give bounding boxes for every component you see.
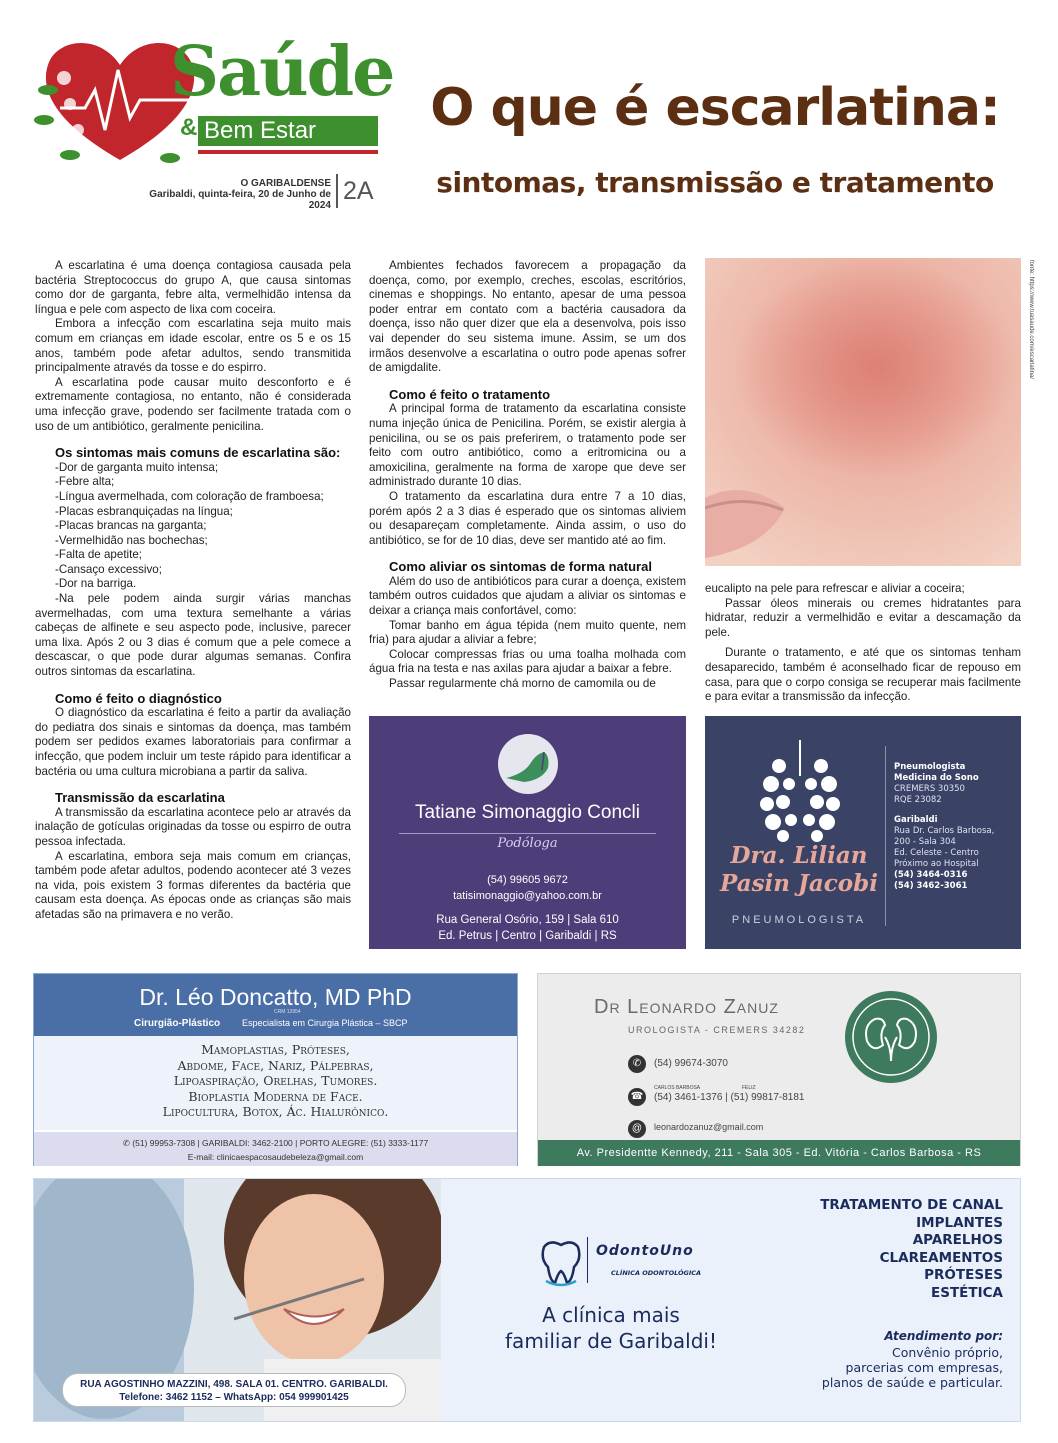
- lilian-name-line-1: Dra. Lilian: [730, 842, 868, 869]
- section-heading-transmission: Transmissão da escarlatina: [55, 790, 225, 806]
- odonto-phone: Telefone: 3462 1152 – WhatsApp: 054 999901425: [119, 1392, 349, 1403]
- article-paragraph: Além do uso de antibióticos para curar a doença, existem também outros cuidados que ajudam a aliviar os sintomas e deixar a criança mais confortável, como:: [369, 574, 686, 618]
- photo-credit: fonte: https://www.tuasaude.com/escarlatina/: [1028, 260, 1034, 380]
- article-paragraph: -Na pele podem ainda surgir várias manchas avermelhadas, com uma textura semelhante a várias cabeças de alfinete e seu aspecto pode, inclusive, parecer uma lixa. Após 2 ou 3 dias é comum que a pele comece a descascar, o que pode durar algumas semanas. Confira outros sintomas da escarlatina.: [35, 592, 351, 679]
- article-paragraph: Ambientes fechados favorecem a propagação da doença, como, por exemplo, creches, escolas, escritórios, cinemas e shoppings. No entanto, apesar de uma pessoa poder entrar em contato com a bactéria causadora da doença, isso não quer dizer que ela a desenvolva, pois isso vai depender do seu sistema imune. Assim, se um dos irmãos desenvolve a escarlatina o outro pode apenas sofrer de amigdalite.: [369, 259, 686, 375]
- leo-role: Cirurgião-Plástico: [134, 1018, 221, 1029]
- symptom-item: -Febre alta;: [55, 475, 115, 489]
- leo-contact: [34, 1138, 517, 1149]
- symptom-item: -Vermelhidão nas bochechas;: [55, 533, 208, 547]
- odonto-service-item: APARELHOS: [912, 1232, 1003, 1248]
- article-paragraph: Embora a infecção com escarlatina seja muito mais comum em crianças em idade escolar, entre os 5 e os 15 anos, também pode afetar adultos, sendo transmitida principalmente através da tosse e do espirro.: [35, 317, 351, 375]
- article-paragraph: A transmissão da escarlatina acontece pelo ar através da inalação de gotículas originadas da tosse ou espirro de outra pessoa infectada.: [35, 805, 351, 848]
- lilian-cremers: CREMERS 30350: [894, 784, 965, 794]
- article-paragraph: O tratamento da escarlatina dura entre 7 a 10 dias, porém após 2 a 3 dias é esperado que os sintomas aliviem ou desapareçam completamente. Ainda assim, o uso do antibiótico, se for de 10 dias, deve ser mantido até ao fim.: [369, 489, 686, 547]
- lilian-phone: (54) 3464-0316: [894, 870, 968, 880]
- odonto-attendance-line: Convênio próprio,: [891, 1345, 1003, 1360]
- leo-service-line: Lipocultura, Botox, Ác. Hialurônico.: [162, 1104, 389, 1119]
- ad-tatiane-podologa: [369, 716, 686, 949]
- odonto-attendance-title: Atendimento por:: [884, 1329, 1003, 1343]
- newspaper-date: Garibaldi, quinta-feira, 20 de Junho de 2024: [149, 189, 331, 211]
- article-paragraph: Durante o tratamento, e até que os sintomas tenham desaparecido, também é aconselhado ficar de repouso em casa, para que o corpo consiga se recuperar mais facilmente e para evitar a transmissão da infecção.: [705, 646, 1021, 704]
- article-column-1: [35, 259, 351, 923]
- leo-service-line: Lipoaspiração, Orelhas, Tumores.: [173, 1073, 378, 1088]
- page-title: O que é escarlatina:: [430, 78, 1000, 138]
- odonto-info-panel: [441, 1179, 1021, 1422]
- article-paragraph: Passar óleos minerais ou cremes hidratantes para hidratar, reduzir a vermelhidão e evitar a descamação da pele.: [705, 596, 1021, 639]
- logo-saude-text: Saúde: [170, 32, 394, 112]
- leonardo-phones: (54) 3461-1376 | (51) 99817-8181: [654, 1092, 805, 1103]
- odonto-slogan-line-2: familiar de Garibaldi!: [505, 1329, 717, 1353]
- label-carlos-barbosa: CARLOS BARBOSA: [654, 1085, 701, 1091]
- lilian-specialty: PNEUMOLOGISTA: [731, 914, 867, 926]
- saude-bem-estar-logo: [30, 30, 394, 170]
- article-paragraph: Passar regularmente chá morno de camomila ou de: [389, 677, 656, 691]
- lilian-phone: (54) 3462-3061: [894, 881, 968, 891]
- tatiane-address-line-2: Ed. Petrus | Centro | Garibaldi | RS: [438, 930, 617, 942]
- article-paragraph: O diagnóstico da escarlatina é feito a partir da avaliação do pediatra dos sinais e sintomas da doença, mas também podem ser pedidos exames laboratoriais para confirmar a infecção, que podem incluir um teste rápido para identificar a bactéria ou uma cultura microbiana a partir da saliva.: [35, 706, 351, 778]
- odonto-attendance: [741, 1345, 1003, 1390]
- article-paragraph: eucalipto na pele para refrescar e aliviar a coceira;: [705, 582, 965, 595]
- leonardo-role: UROLOGISTA - CREMERS 34282: [628, 1025, 806, 1035]
- lilian-address-line: 200 - Sala 304: [894, 837, 956, 847]
- ad-dr-leonardo-zanuz: [537, 973, 1021, 1166]
- ad-dra-lilian-pneumologista: [705, 716, 1021, 949]
- leo-phones: (51) 99953-7308 | GARIBALDI: 3462-2100 | PORTO ALEGRE: (51) 3333-1177: [132, 1138, 429, 1148]
- odonto-address-box: [62, 1373, 406, 1407]
- kidney-logo-icon: [845, 991, 937, 1083]
- logo-ampersand: &: [180, 114, 198, 141]
- page-number: 2A: [336, 174, 374, 208]
- symptom-item: -Placas esbranquiçadas na língua;: [55, 504, 233, 518]
- section-heading-diagnosis: Como é feito o diagnóstico: [55, 690, 222, 706]
- odonto-slogan-line-1: A clínica mais: [542, 1303, 680, 1327]
- lilian-info: [894, 762, 1019, 892]
- article-column-3: [705, 582, 1021, 705]
- odonto-service-item: TRATAMENTO DE CANAL: [820, 1197, 1003, 1213]
- odonto-service-item: PRÓTESES: [924, 1267, 1003, 1283]
- article-paragraph: A escarlatina, embora seja mais comum em crianças, também pode afetar adultos, podendo acontecer até 3 vezes na vida, pois existem 3 formas diferentes da bactéria que causam esta doença. As épocas onde as crianças são mais afetadas são na primavera e no verão.: [35, 849, 351, 921]
- label-feliz: FELIZ: [742, 1085, 756, 1091]
- child-face-photo: [705, 258, 1021, 566]
- tatiane-address-line-1: Rua General Osório, 159 | Sala 610: [436, 914, 619, 926]
- lilian-info-title: Pneumologista: [894, 762, 966, 772]
- odonto-service-item: CLAREAMENTOS: [879, 1249, 1003, 1266]
- odonto-address: RUA AGOSTINHO MAZZINI, 498. SALA 01. CENTRO. GARIBALDI.: [80, 1379, 388, 1390]
- lilian-address-line: Ed. Celeste - Centro: [894, 848, 979, 858]
- leonardo-whatsapp: (54) 99674-3070: [654, 1058, 728, 1069]
- odonto-brand-sub: CLÍNICA ODONTOLÓGICA: [611, 1269, 702, 1277]
- article-paragraph: A principal forma de tratamento da escarlatina consiste numa injeção única de Penicilina. Porém, se existir alergia à penicilina, ou se os pais preferirem, o tratamento pode ser feito com outro antibiótico, como a eritromicina ou a amoxicilina, geralmente na forma de xarope que deve ser administrado durante 10 dias.: [369, 402, 686, 489]
- whatsapp-icon: ✆: [122, 1138, 133, 1148]
- phone-icon: ☎: [628, 1088, 646, 1106]
- tatiane-phone: (54) 99605 9672: [487, 874, 568, 886]
- tooth-logo-icon: [536, 1237, 586, 1287]
- odonto-service-item: ESTÉTICA: [931, 1284, 1003, 1301]
- article-column-2: [369, 259, 686, 692]
- page-subtitle: sintomas, transmissão e tratamento: [436, 166, 994, 199]
- newspaper-info: [135, 178, 331, 211]
- article-paragraph: A escarlatina é uma doença contagiosa causada pela bactéria Streptococcus do grupo A, que causa sintomas como dor de garganta, febre alta, vermelhidão intensa da língua e pele com aspecto de lixa com coceira.: [35, 259, 351, 316]
- odonto-attendance-line: planos de saúde e particular.: [821, 1375, 1003, 1390]
- logo-bem-estar-text: Bem Estar: [198, 116, 378, 146]
- odonto-attendance-line: parcerias com empresas,: [845, 1360, 1003, 1375]
- symptom-item: -Dor de garganta muito intensa;: [55, 460, 219, 474]
- section-heading-treatment: Como é feito o tratamento: [389, 386, 551, 402]
- divider: [399, 833, 656, 834]
- symptom-item: -Falta de apetite;: [55, 548, 143, 562]
- whatsapp-icon: ✆: [628, 1055, 646, 1073]
- leo-service-line: Mamoplastias, Próteses,: [201, 1042, 350, 1057]
- tatiane-name: Tatiane Simonaggio Concli: [415, 802, 640, 823]
- leo-name: Dr. Léo Doncatto, MD PhD: [139, 984, 412, 1010]
- odonto-service-item: IMPLANTES: [916, 1214, 1003, 1231]
- lilian-address-line: Próximo ao Hospital: [894, 859, 979, 869]
- symptom-item: -Dor na barriga.: [55, 577, 137, 591]
- leo-header: [34, 974, 517, 1036]
- lilian-info-subtitle: Medicina do Sono: [894, 773, 979, 783]
- odonto-brand: OdontoUno: [596, 1243, 694, 1259]
- leo-email: E-mail: clinicaespacosaudebeleza@gmail.com: [187, 1152, 364, 1162]
- lilian-rqe: RQE 23082: [894, 795, 942, 805]
- section-heading-symptoms: Os sintomas mais comuns de escarlatina são:: [55, 445, 341, 461]
- article-paragraph: Tomar banho em água tépida (nem muito quente, nem fria) para ajudar a aliviar a febre;: [369, 618, 686, 647]
- newspaper-name: O GARIBALDENSE: [240, 178, 331, 189]
- article-paragraph: Colocar compressas frias ou uma toalha molhada com água fria na testa e nas axilas para ajudar a baixar a febre.: [369, 647, 686, 676]
- leonardo-name: Dr Leonardo Zanuz: [594, 996, 779, 1018]
- odonto-services: [771, 1197, 1003, 1302]
- logo-red-bar: [198, 150, 378, 154]
- symptom-item: -Língua avermelhada, com coloração de framboesa;: [55, 489, 324, 503]
- lilian-name-line-2: Pasin Jacobi: [720, 870, 878, 897]
- lilian-city: Garibaldi: [894, 815, 938, 825]
- leo-crm: CRM 13954: [274, 1009, 301, 1015]
- leo-service-line: Bioplastia Moderna de Face.: [188, 1088, 363, 1104]
- divider: [885, 746, 886, 926]
- symptom-item: -Cansaço excessivo;: [55, 562, 162, 576]
- symptom-item: -Placas brancas na garganta;: [55, 519, 207, 533]
- leo-specialty: Especialista em Cirurgia Plástica – SBCP: [242, 1018, 408, 1028]
- foot-logo-icon: [498, 734, 558, 794]
- email-icon: @: [628, 1120, 646, 1138]
- ad-dr-leo-doncatto: [33, 973, 518, 1166]
- leo-service-line: Abdome, Face, Nariz, Pálpebras,: [177, 1057, 374, 1073]
- divider: [587, 1237, 588, 1283]
- leonardo-email: leonardozanuz@gmail.com: [654, 1122, 764, 1132]
- ad-odontouno: [33, 1178, 1021, 1422]
- leo-services-list: [34, 1042, 517, 1120]
- child-cheek-image: [705, 258, 1021, 566]
- flower-lungs-icon: [751, 736, 849, 846]
- tatiane-email: tatisimonaggio@yahoo.com.br: [453, 890, 602, 902]
- leonardo-address: Av. Presidentte Kennedy, 211 - Sala 305 - Ed. Vitória - Carlos Barbosa - RS: [538, 1140, 1020, 1166]
- section-heading-relief: Como aliviar os sintomas de forma natural: [389, 559, 652, 575]
- lilian-address-line: Rua Dr. Carlos Barbosa,: [894, 826, 995, 836]
- tatiane-role: Podóloga: [497, 836, 558, 851]
- article-paragraph: A escarlatina pode causar muito desconforto e é extremamente contagiosa, no entanto, não é considerada uma infecção grave, podendo ser facilmente tratada com o uso de um antibiótico, geralmente penicilina.: [35, 375, 351, 433]
